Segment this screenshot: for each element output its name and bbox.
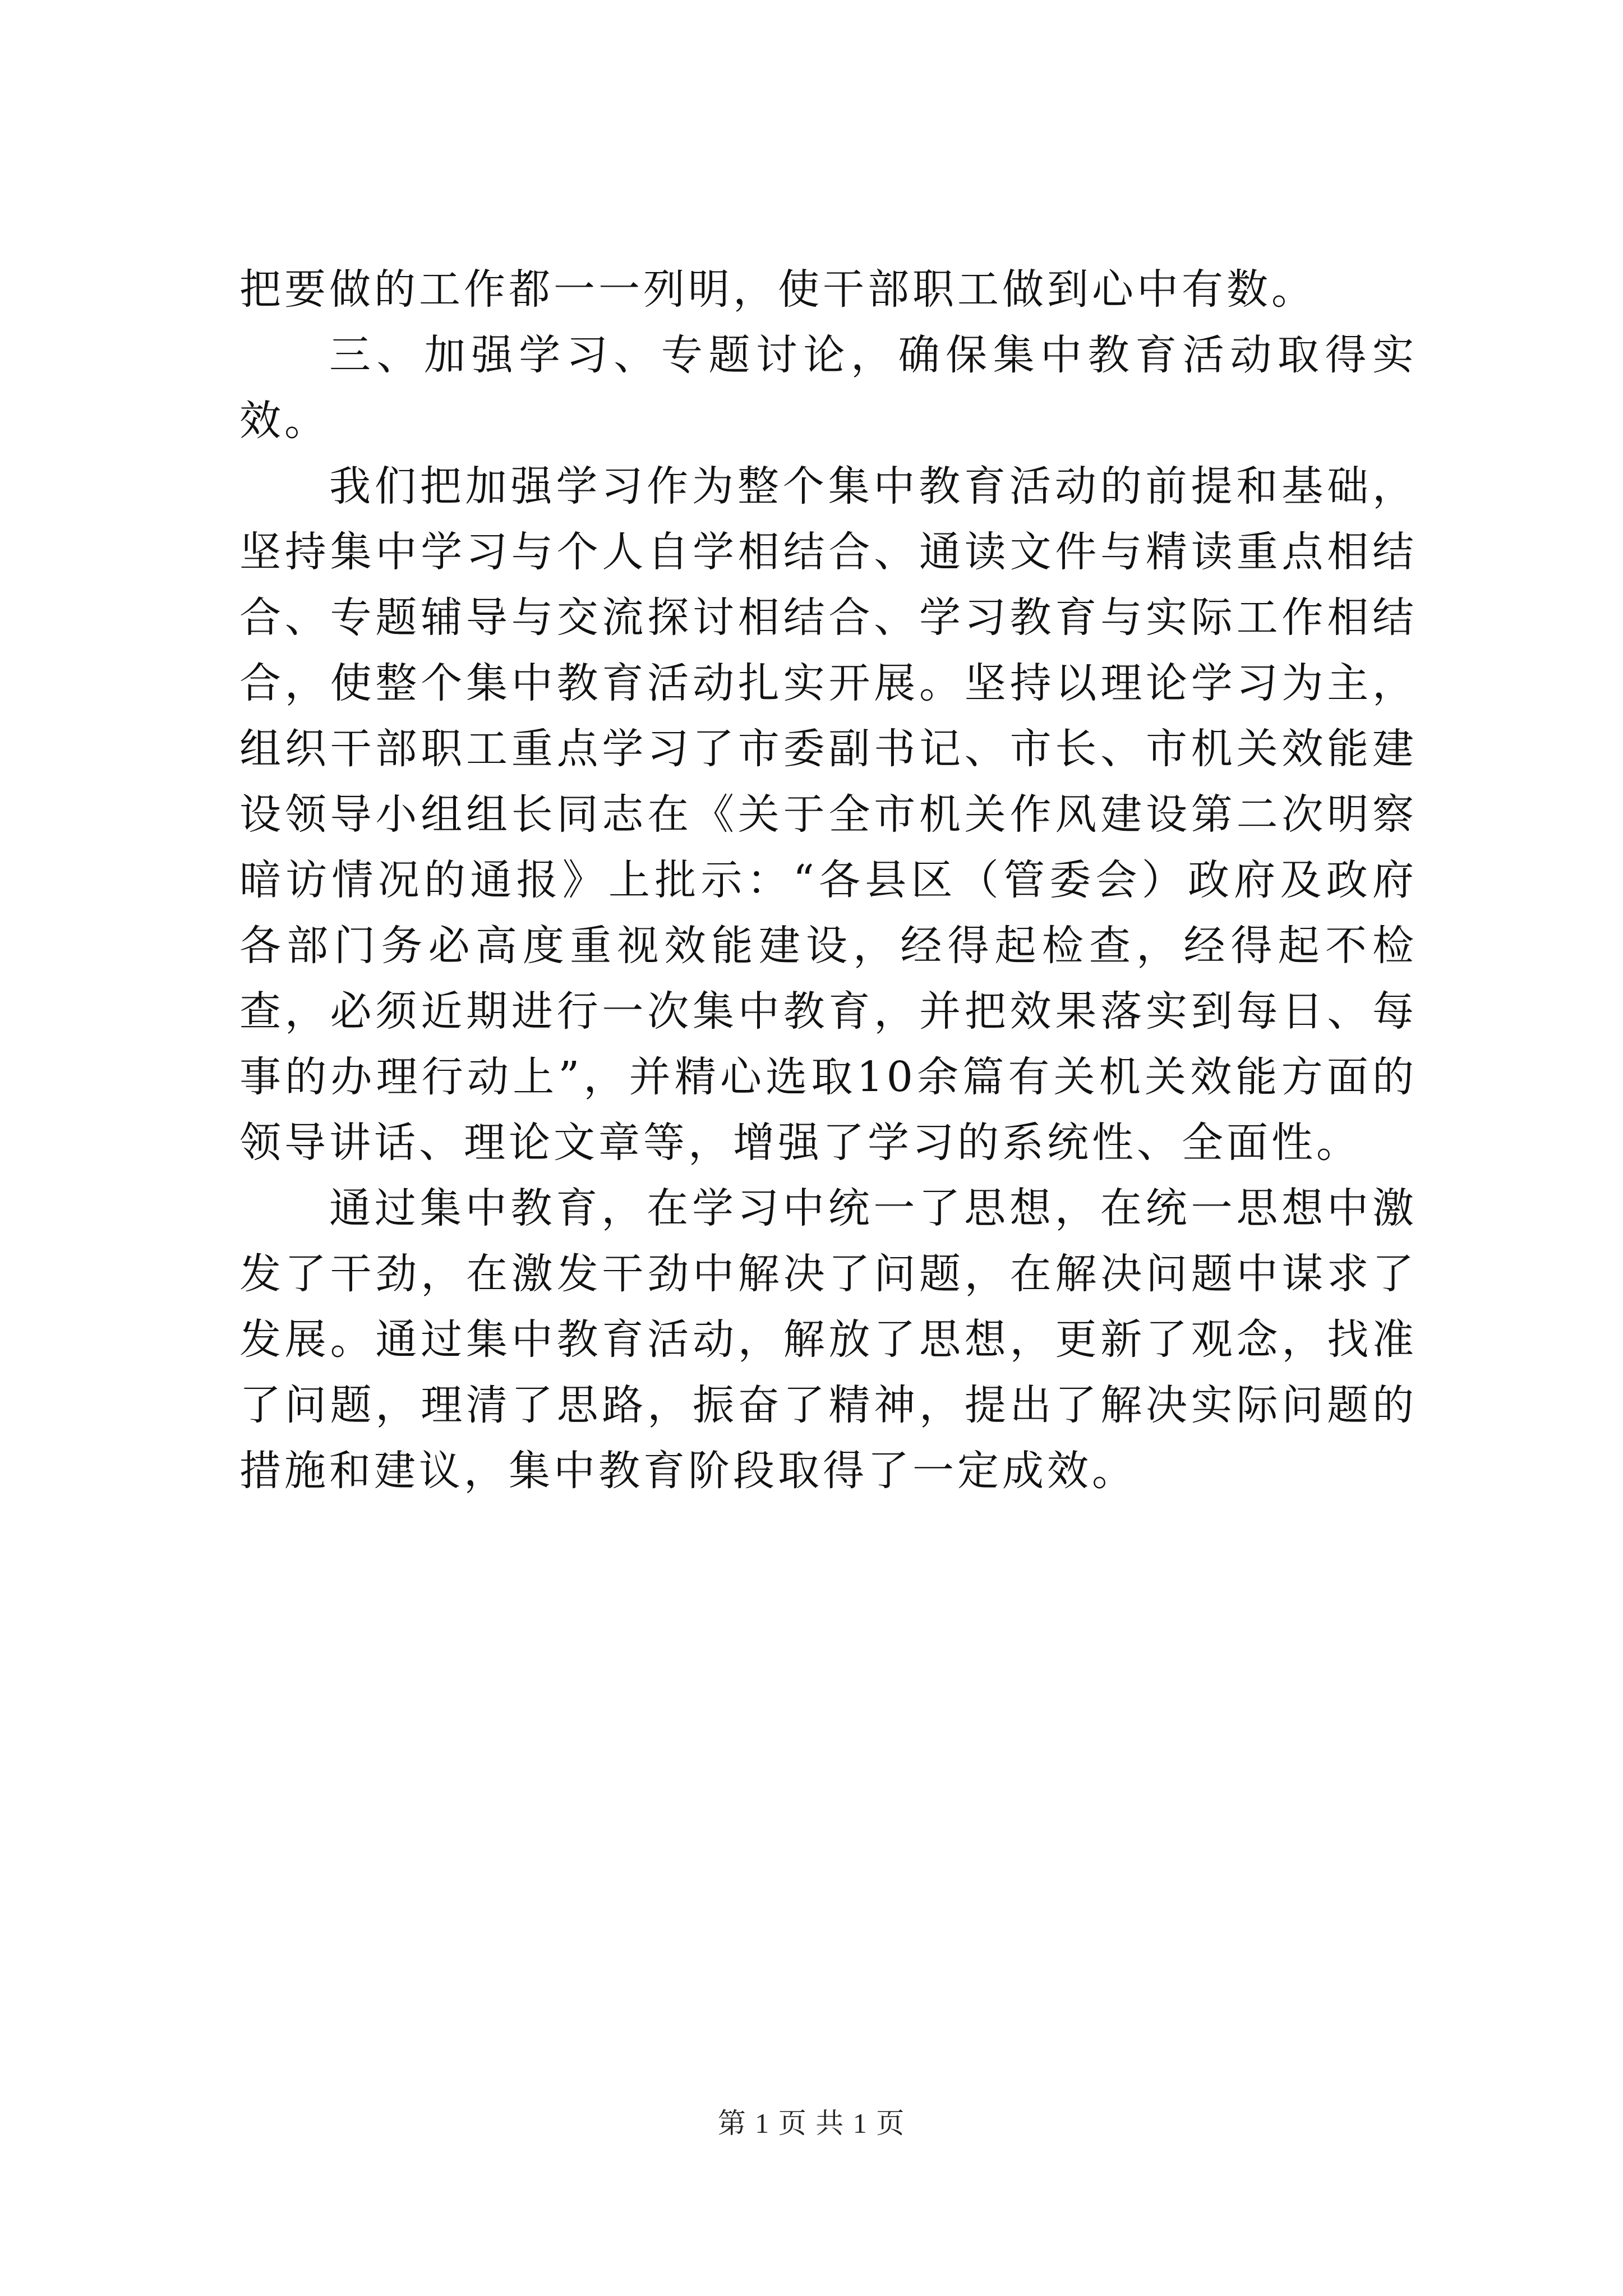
paragraph-continuation: 把要做的工作都一一列明，使干部职工做到心中有数。	[239, 265, 1316, 314]
section-heading: 三、加强学习、专题讨论，确保集中教育活动取得实效。	[239, 331, 1417, 445]
document-body	[239, 257, 1417, 1504]
paragraph-study: 我们把加强学习作为整个集中教育活动的前提和基础，坚持集中学习与个人自学相结合、通读文件与精读重点相结合、专题辅导与交流探讨相结合、学习教育与实际工作相结合，使整个集中教育活动扎实开展。坚持以理论学习为主，组织干部职工重点学习了市委副书记、市长、市机关效能建设领导小组组长同志在《关于全市机关作风建设第二次明察暗访情况的通报》上批示：“各县区（管委会）政府及政府各部门务必高度重视效能建设，经得起检查，经得起不检查，必须近期进行一次集中教育，并把效果落实到每日、每事的办理行动上”，并精心选取10余篇有关机关效能方面的领导讲话、理论文章等，增强了学习的系统性、全面性。	[239, 462, 1417, 1167]
paragraph-results: 通过集中教育，在学习中统一了思想，在统一思想中激发了干劲，在激发干劲中解决了问题，在解决问题中谋求了发展。通过集中教育活动，解放了思想，更新了观念，找准了问题，理清了思路，振奋了精神，提出了解决实际问题的措施和建议，集中教育阶段取得了一定成效。	[239, 1184, 1417, 1495]
page-number-footer: 第 1 页 共 1 页	[717, 2108, 906, 2139]
